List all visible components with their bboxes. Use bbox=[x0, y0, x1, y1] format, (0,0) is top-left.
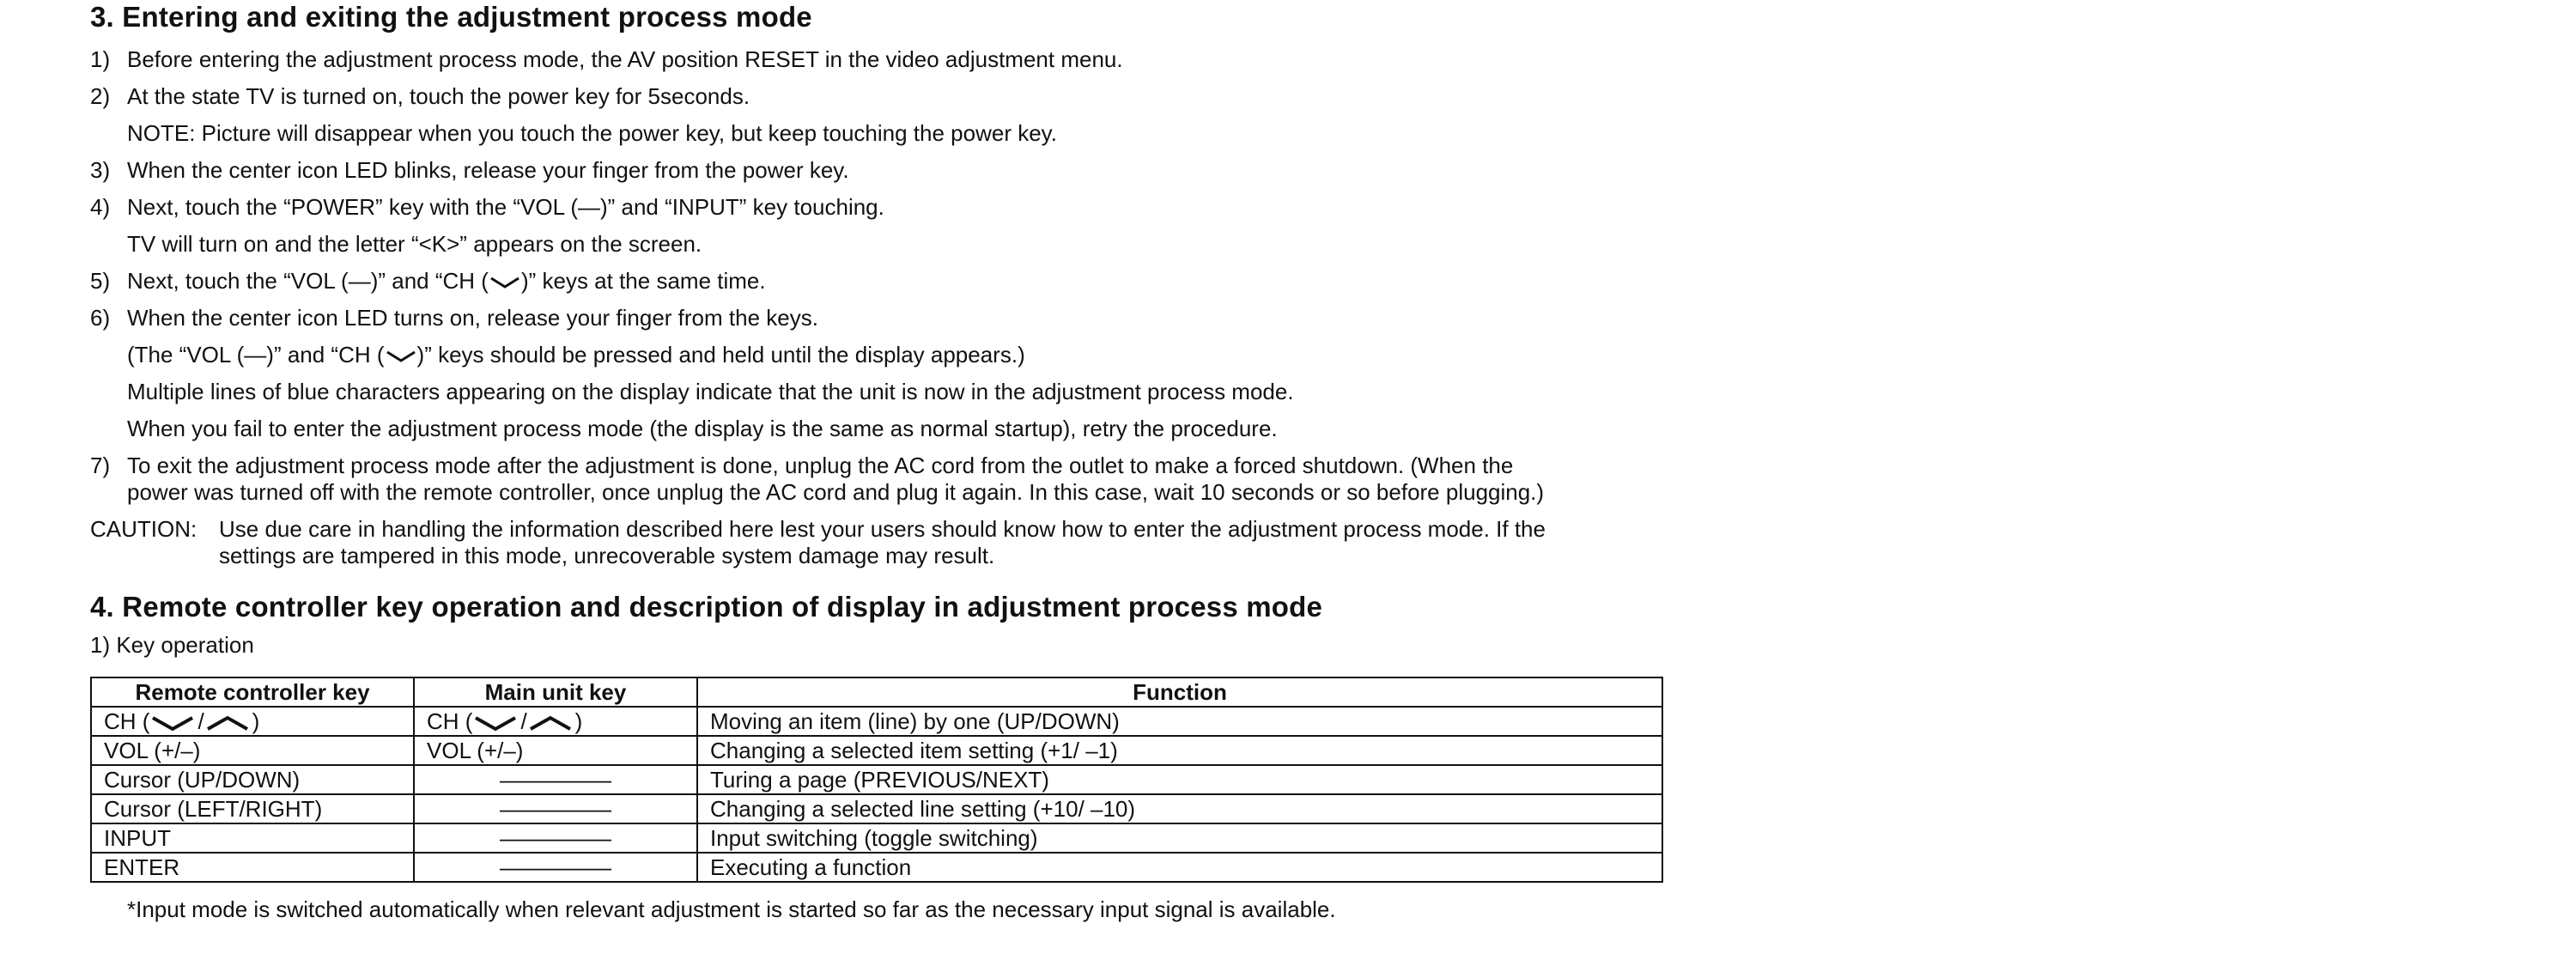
main-unit-key-cell: ————— bbox=[414, 823, 697, 853]
footnote: *Input mode is switched automatically when relevant adjustment is started so far as the necessary input signal is available. bbox=[127, 896, 1336, 922]
step-7: 7) To exit the adjustment process mode after the adjustment is done, unplug the AC cord from the outlet to make a forced shutdown. (When the bbox=[90, 453, 1514, 478]
chevron-up-icon bbox=[527, 714, 575, 732]
function-cell: Turing a page (PREVIOUS/NEXT) bbox=[697, 765, 1662, 794]
main-unit-key-cell: CH ( / ) bbox=[414, 707, 697, 736]
key-operation-heading: 1) Key operation bbox=[90, 632, 254, 658]
function-cell: Changing a selected item setting (+1/ –1) bbox=[697, 736, 1662, 765]
key-operation-table bbox=[90, 677, 1663, 883]
function-cell: Executing a function bbox=[697, 853, 1662, 882]
function-cell: Moving an item (line) by one (UP/DOWN) bbox=[697, 707, 1662, 736]
table-row bbox=[91, 853, 1662, 882]
step-2-note: NOTE: Picture will disappear when you touch the power key, but keep touching the power key. bbox=[127, 120, 1057, 146]
table-row bbox=[91, 736, 1662, 765]
chevron-down-icon bbox=[472, 714, 520, 732]
table-row bbox=[91, 707, 1662, 736]
step-1: 1) Before entering the adjustment process mode, the AV position RESET in the video adjustment menu. bbox=[90, 46, 1123, 72]
section-3-title: 3. Entering and exiting the adjustment process mode bbox=[90, 1, 812, 33]
remote-key-cell: INPUT bbox=[91, 823, 414, 853]
step-4-note: TV will turn on and the letter “<K>” appears on the screen. bbox=[127, 231, 702, 257]
step-7-cont: power was turned off with the remote controller, once unplug the AC cord and plug it again. In this case, wait 10 seconds or so before plugging.) bbox=[127, 479, 1545, 505]
chevron-down-icon bbox=[385, 349, 417, 364]
section-4-title: 4. Remote controller key operation and description of display in adjustment process mode bbox=[90, 591, 1323, 623]
table-row bbox=[91, 823, 1662, 853]
step-6-note-3: When you fail to enter the adjustment process mode (the display is the same as normal startup), retry the procedure. bbox=[127, 416, 1278, 441]
step-5: 5) Next, touch the “VOL (—)” and “CH ( )” keys at the same time. bbox=[90, 268, 766, 294]
table-row bbox=[91, 794, 1662, 823]
main-unit-key-cell: VOL (+/–) bbox=[414, 736, 697, 765]
step-3: 3) When the center icon LED blinks, release your finger from the power key. bbox=[90, 157, 849, 183]
main-unit-key-cell: ————— bbox=[414, 853, 697, 882]
header-remote-key: Remote controller key bbox=[91, 677, 414, 707]
remote-key-cell: Cursor (LEFT/RIGHT) bbox=[91, 794, 414, 823]
step-6-note-2: Multiple lines of blue characters appearing on the display indicate that the unit is now in the adjustment process mode. bbox=[127, 379, 1294, 404]
chevron-down-icon bbox=[489, 275, 521, 290]
remote-key-cell: Cursor (UP/DOWN) bbox=[91, 765, 414, 794]
section-3-steps bbox=[90, 41, 1546, 569]
header-function: Function bbox=[697, 677, 1662, 707]
function-cell: Changing a selected line setting (+10/ –10) bbox=[697, 794, 1662, 823]
caution: CAUTION: Use due care in handling the information described here lest your users should know how to enter the adjustment process mode. If the bbox=[90, 516, 1546, 542]
main-unit-key-cell: ————— bbox=[414, 794, 697, 823]
remote-key-cell: ENTER bbox=[91, 853, 414, 882]
table-header-row bbox=[91, 677, 1662, 707]
chevron-down-icon bbox=[149, 714, 197, 732]
step-6-note-1: (The “VOL (—)” and “CH ( )” keys should be pressed and held until the display appears.) bbox=[127, 342, 1025, 368]
step-2: 2) At the state TV is turned on, touch the power key for 5seconds. bbox=[90, 83, 750, 109]
remote-key-cell: CH ( / ) bbox=[91, 707, 414, 736]
main-unit-key-cell: ————— bbox=[414, 765, 697, 794]
header-main-unit-key: Main unit key bbox=[414, 677, 697, 707]
remote-key-cell: VOL (+/–) bbox=[91, 736, 414, 765]
caution-cont: settings are tampered in this mode, unrecoverable system damage may result. bbox=[219, 543, 995, 568]
step-4: 4) Next, touch the “POWER” key with the “VOL (—)” and “INPUT” key touching. bbox=[90, 194, 884, 220]
step-6: 6) When the center icon LED turns on, release your finger from the keys. bbox=[90, 305, 818, 331]
table-row bbox=[91, 765, 1662, 794]
function-cell: Input switching (toggle switching) bbox=[697, 823, 1662, 853]
chevron-up-icon bbox=[204, 714, 252, 732]
